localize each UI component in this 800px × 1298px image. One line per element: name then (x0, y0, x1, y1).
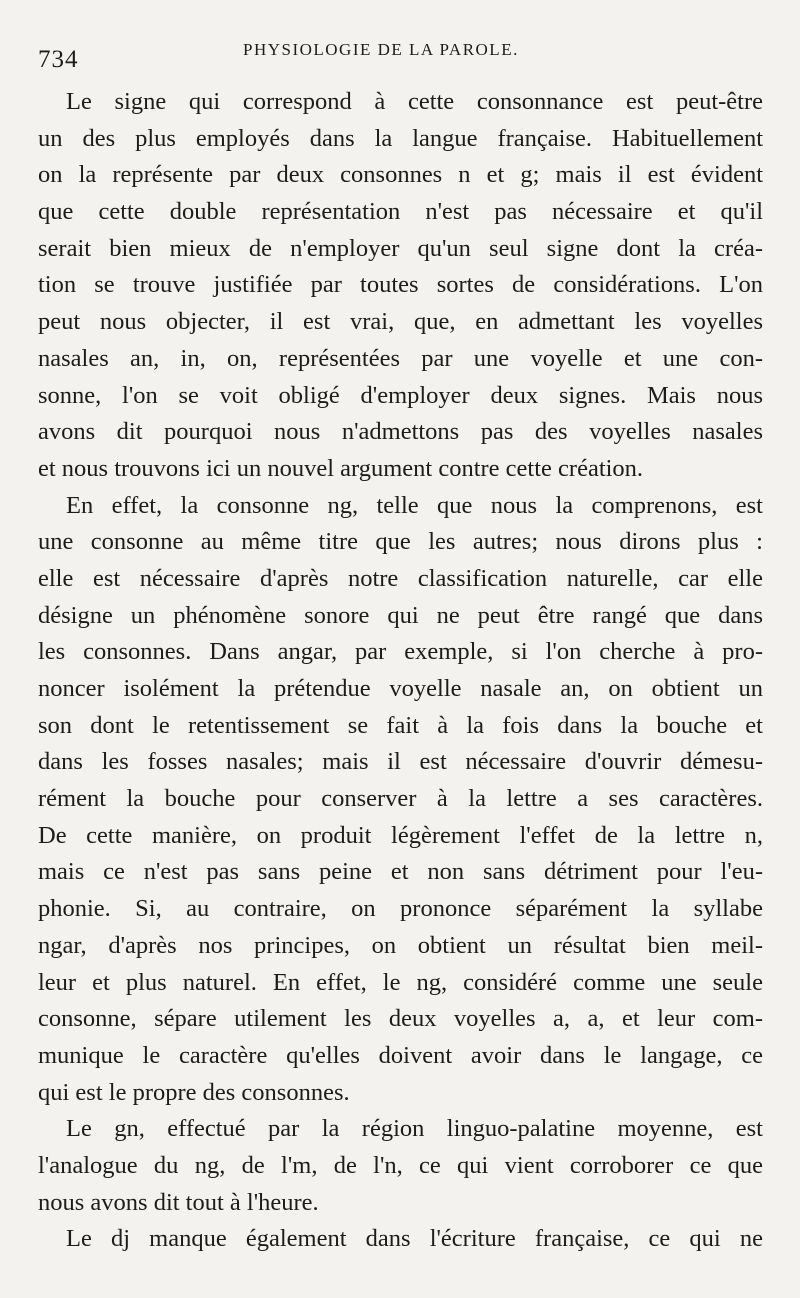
text-line: nous avons dit tout à l'heure. (38, 1188, 319, 1216)
text-line: désigne un phénomène sonore qui ne peut être rangé que dans (38, 601, 763, 629)
text-line: qui est le propre des consonnes. (38, 1078, 350, 1106)
text-line: munique le caractère qu'elles doivent avoir dans le langage, ce (38, 1041, 763, 1069)
text-line: serait bien mieux de n'employer qu'un seul signe dont la créa- (38, 234, 763, 262)
text-line: sonne, l'on se voit obligé d'employer deux signes. Mais nous (38, 381, 763, 409)
text-line: phonie. Si, au contraire, on prononce séparément la syllabe (38, 895, 763, 923)
text-line: dans les fosses nasales; mais il est nécessaire d'ouvrir démesu- (38, 748, 763, 776)
text-line: tion se trouve justifiée par toutes sortes de considérations. L'on (38, 271, 763, 299)
text-line: mais ce n'est pas sans peine et non sans détriment pour l'eu- (38, 858, 763, 886)
text-line: Le signe qui correspond à cette consonnance est peut-être (66, 88, 763, 115)
text-line: Le dj manque également dans l'écriture française, ce qui ne (66, 1225, 763, 1253)
text-line: que cette double représentation n'est pas nécessaire et qu'il (38, 198, 763, 226)
text-line: De cette manière, on produit légèrement l'effet de la lettre n, (38, 821, 763, 849)
running-title: PHYSIOLOGIE DE LA PAROLE. (243, 40, 519, 59)
page-header (38, 38, 763, 78)
text-line: rément la bouche pour conserver à la lettre a ses caractères. (38, 785, 763, 813)
text-line: avons dit pourquoi nous n'admettons pas des voyelles nasales (38, 418, 763, 446)
text-line: Le gn, effectué par la région linguo-palatine moyenne, est (66, 1115, 763, 1143)
text-line: consonne, sépare utilement les deux voyelles a, a, et leur com- (38, 1005, 763, 1033)
text-line: ngar, d'après nos principes, on obtient un résultat bien meil- (38, 931, 763, 959)
text-line: et nous trouvons ici un nouvel argument contre cette création. (38, 454, 644, 482)
text-line: nasales an, in, on, représentées par une voyelle et une con- (38, 344, 763, 372)
body-text (38, 84, 763, 1258)
text-line: En effet, la consonne ng, telle que nous la comprenons, est (66, 491, 763, 519)
page-number: 734 (38, 46, 79, 73)
text-line: peut nous objecter, il est vrai, que, en admettant les voyelles (38, 308, 763, 336)
text-line: leur et plus naturel. En effet, le ng, considéré comme une seule (38, 968, 763, 996)
text-line: les consonnes. Dans angar, par exemple, si l'on cherche à pro- (38, 638, 763, 666)
text-line: noncer isolément la prétendue voyelle nasale an, on obtient un (38, 675, 763, 702)
text-line: l'analogue du ng, de l'm, de l'n, ce qui vient corroborer ce que (38, 1151, 763, 1179)
text-line: une consonne au même titre que les autres; nous dirons plus : (38, 528, 763, 556)
text-line: un des plus employés dans la langue française. Habituellement (38, 124, 763, 152)
text-line: son dont le retentissement se fait à la fois dans la bouche et (38, 711, 763, 739)
text-line: on la représente par deux consonnes n et g; mais il est évident (38, 161, 763, 189)
text-line: elle est nécessaire d'après notre classification naturelle, car elle (38, 564, 763, 592)
